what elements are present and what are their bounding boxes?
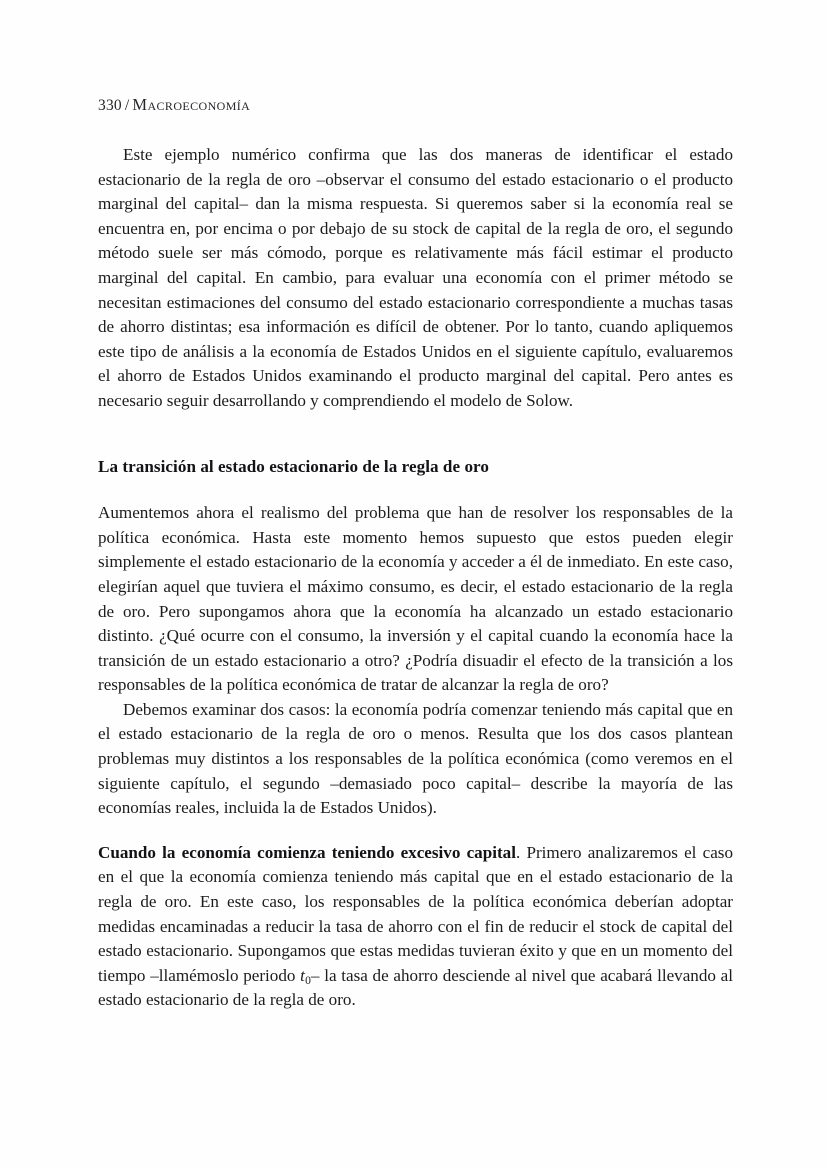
book-title: Macroeconomía <box>132 95 251 114</box>
variable-time-period <box>300 965 311 988</box>
variable-symbol: t <box>300 965 305 985</box>
paragraph-excess-capital-text-after: – la tasa de ahorro desciende al nivel que acabará llevando al estado estacionario de la regla de oro. <box>98 965 734 1010</box>
paragraph-golden-rule-summary: Este ejemplo numérico confirma que las dos maneras de identificar el estado estacionario de la regla de oro –observar el consumo del estado estacionario o el producto marginal del capital– dan la misma respuesta. Si queremos saber si la economía real se encuentra en, por encima o por debajo de su stock de capital de la regla de oro, el segundo método suele ser más cómodo, porque es relativamente más fácil estimar el producto marginal del capital. En cambio, para evaluar una economía con el primer método se necesitan estimaciones del consumo del estado estacionario correspondiente a muchas tasas de ahorro distintas; esa información es difícil de obtener. Por lo tanto, cuando apliquemos este tipo de análisis a la economía de Estados Unidos en el siguiente capítulo, evaluaremos el ahorro de Estados Unidos examinando el producto marginal del capital. Pero antes es necesario seguir desarrollando y comprendiendo el modelo de Solow. <box>98 145 733 410</box>
page-folio-number: 330 <box>98 97 122 114</box>
spacer-before-runin-paragraph <box>98 821 733 841</box>
spacer-before-heading <box>98 414 733 455</box>
paragraph-two-cases: Debemos examinar dos casos: la economía podría comenzar teniendo más capital que en el estado estacionario de la regla de oro o menos. Resulta que los dos casos plantean problemas muy distintos a los responsables de la política económica (como veremos en el siguiente capítulo, el segundo –demasiado poco capital– describe la mayoría de las economías reales, incluida la de Estados Unidos). <box>98 699 733 818</box>
header-separator: / <box>124 97 130 114</box>
paragraph-excess-capital <box>98 841 733 1013</box>
text-column <box>98 143 733 1013</box>
paragraph-policymaker-realism: Aumentemos ahora el realismo del problema que han de resolver los responsables de la política económica. Hasta este momento hemos supuesto que estos pueden elegir simplemente el estado estacionario de la economía y acceder a él de inmediato. En este caso, elegirían aquel que tuviera el máximo consumo, es decir, el estado estacionario de la regla de oro. Pero supongamos ahora que la economía ha alcanzado un estado estacionario distinto. ¿Qué ocurre con el consumo, la inversión y el capital cuando la economía hace la transición de un estado estacionario a otro? ¿Podría disuadir el efecto de la transición a los responsables de la política económica de tratar de alcanzar la regla de oro? <box>98 503 733 695</box>
run-in-heading-excesivo-capital: Cuando la economía comienza teniendo excesivo capital <box>98 842 516 862</box>
section-heading-transicion: La transición al estado estacionario de la regla de oro <box>98 456 489 476</box>
variable-subscript: 0 <box>305 974 311 988</box>
paragraph-excess-capital-text-before: . Primero analizaremos el caso en el que la economía comienza teniendo más capital que en el estado estacionario de la regla de oro. En este caso, los responsables de la política económica deberían adoptar medidas encaminadas a reducir la tasa de ahorro con el fin de reducir el stock de capital del estado estacionario. Supongamos que estas medidas tuvieran éxito y que en un momento del tiempo –llamémoslo periodo <box>98 842 733 985</box>
running-header <box>98 95 250 115</box>
spacer-after-heading <box>98 479 733 501</box>
